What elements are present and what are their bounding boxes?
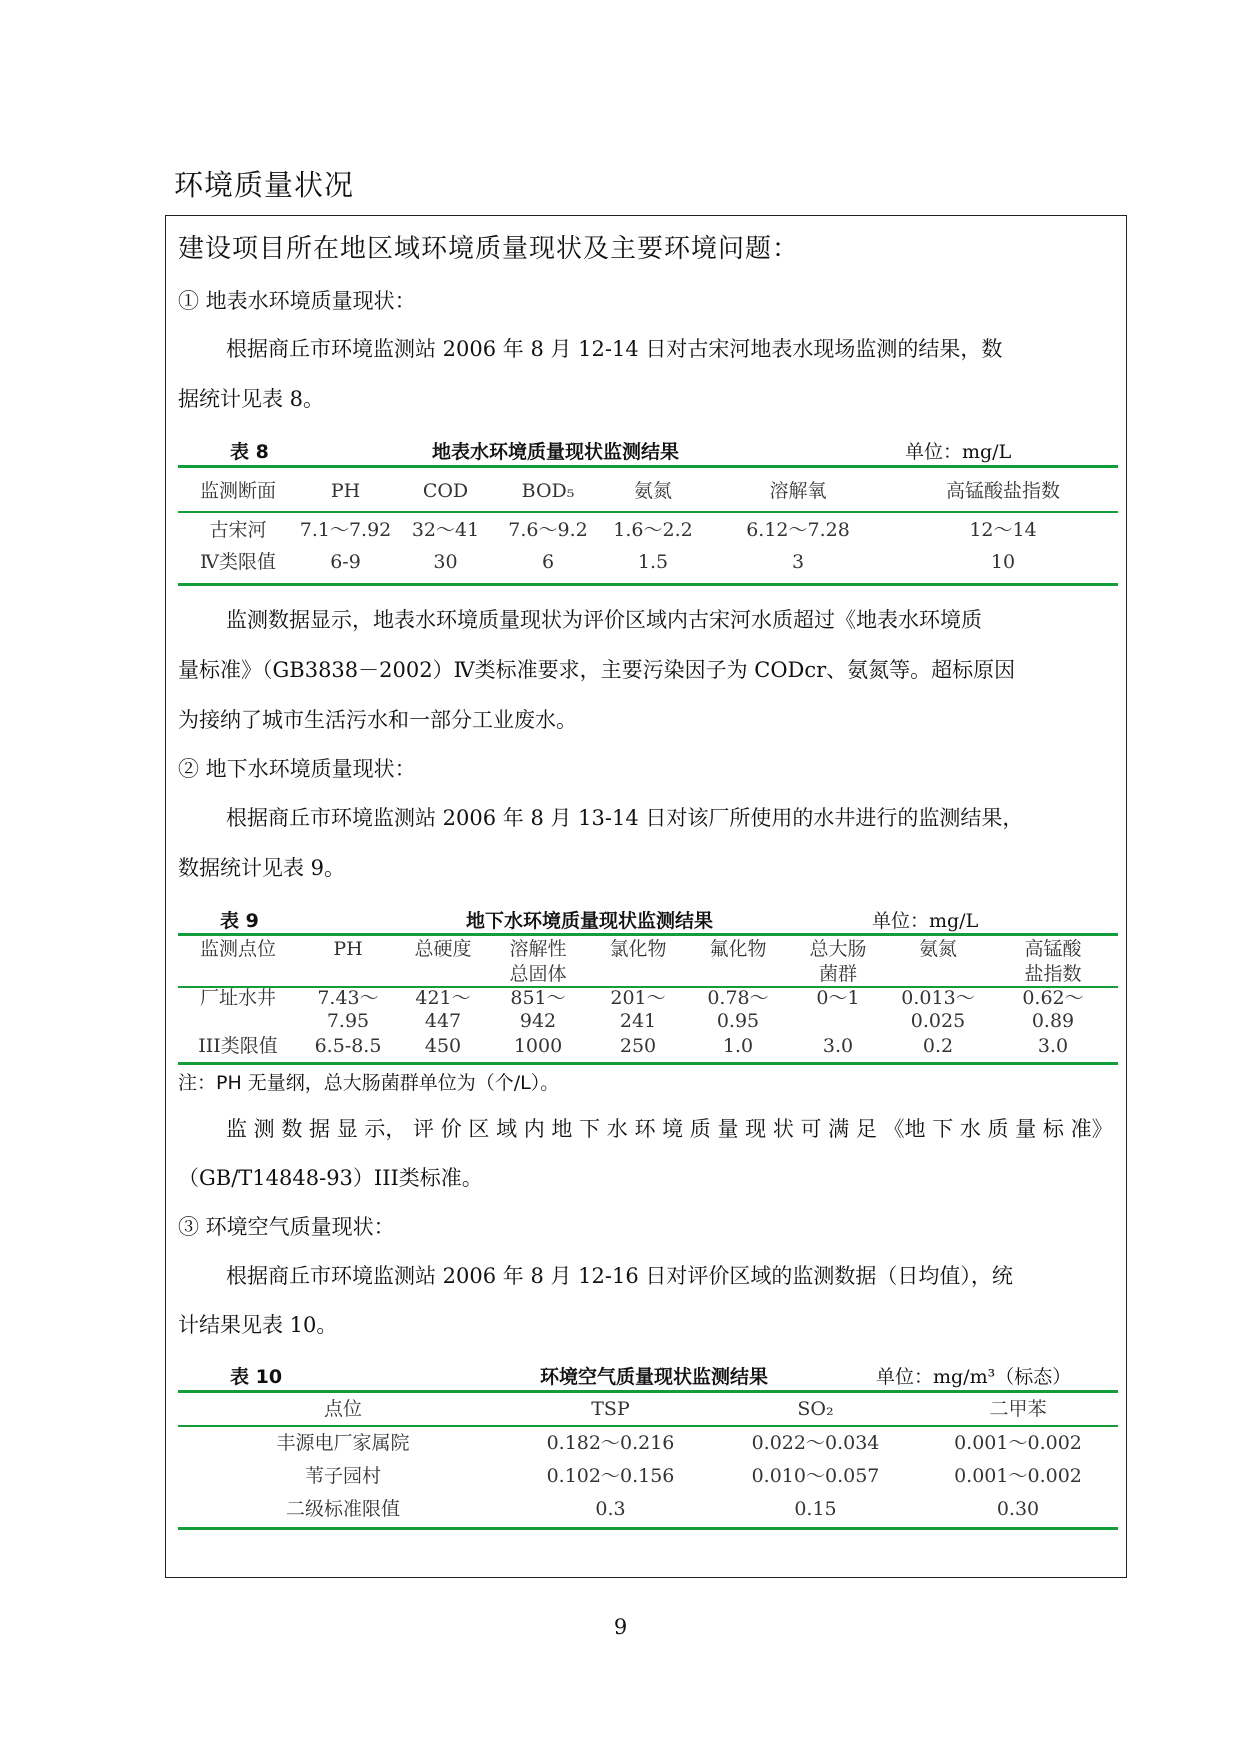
table-row <box>178 1034 1118 1060</box>
table-9-cell-text: 0～1 <box>816 987 860 1009</box>
table-8-cell: 30 <box>433 551 458 573</box>
table-row <box>178 1431 1118 1464</box>
table-9-cell-text: 0.025 <box>910 1010 966 1032</box>
table-8-unit: 单位：mg/L <box>905 441 1012 463</box>
table-8-header-cell: 氨氮 <box>633 480 672 502</box>
table-8-cell: 3 <box>791 551 805 573</box>
table-row <box>178 1497 1118 1530</box>
surface-water-para-line1: 根据商丘市环境监测站 2006 年 8 月 12-14 日对古宋河地表水现场监测的结果，数 <box>226 337 1003 361</box>
table-9-header-text: 溶解性 <box>509 938 567 960</box>
table-10-header-rule <box>178 1425 1118 1427</box>
table-9-title: 地下水环境质量现状监测结果 <box>466 910 714 932</box>
table-9-cell <box>888 1034 988 1060</box>
table-9-cell-text: 201～ <box>610 987 666 1009</box>
surface-result-line3: 为接纳了城市生活污水和一部分工业废水。 <box>178 708 577 732</box>
table-9-cell-text: 3.0 <box>1037 1035 1069 1057</box>
page-heading: 环境质量状况 <box>174 168 355 202</box>
table-9-cell <box>488 987 588 1034</box>
table-8-cell: 10 <box>990 551 1016 573</box>
table-10-cell: 苇子园村 <box>304 1465 381 1487</box>
table-9-cell-text: 7.43～ <box>317 987 379 1009</box>
table-8-header-cell: 溶解氧 <box>769 480 827 502</box>
table-9-label: 表 9 <box>220 910 259 932</box>
table-10-grid <box>178 1397 1118 1427</box>
table-8-body <box>178 518 1118 582</box>
table-8-cell: 32～41 <box>411 519 480 541</box>
table-9-cell-text: 6.5-8.5 <box>314 1035 382 1057</box>
table-8-grid <box>178 479 1118 513</box>
table-8-cell: 7.1～7.92 <box>299 519 392 541</box>
table-9-cell-text: 0.95 <box>716 1010 760 1032</box>
table-9-cell-text: 0.2 <box>922 1035 954 1057</box>
table-9-cell-text: 0.78～ <box>707 987 769 1009</box>
section-title: 建设项目所在地区域环境质量现状及主要环境问题： <box>178 234 800 264</box>
table-9-cell <box>398 987 488 1034</box>
air-para-line1: 根据商丘市环境监测站 2006 年 8 月 12-16 日对评价区域的监测数据（日均值），统 <box>226 1264 1013 1288</box>
table-row <box>178 937 1118 988</box>
table-9-cell-text: 250 <box>619 1035 657 1057</box>
table-9-header-text: 氟化物 <box>709 938 767 960</box>
table-10-header-cell: TSP <box>591 1398 630 1420</box>
table-9-header-cell <box>588 937 688 988</box>
table-9-header-text: 氨氮 <box>918 938 957 960</box>
table-9-cell <box>298 987 398 1034</box>
table-9-header-cell <box>298 937 398 988</box>
table-9-cell <box>298 1034 398 1060</box>
table-10-body <box>178 1431 1118 1530</box>
table-9-cell-text: III类限值 <box>198 1035 278 1057</box>
groundwater-heading: ② 地下水环境质量现状： <box>178 757 416 781</box>
surface-result-line2: 量标准》（GB3838－2002）Ⅳ类标准要求，主要污染因子为 CODcr、氨氮等。超标原因 <box>178 658 1016 682</box>
table-9-cell <box>588 1034 688 1060</box>
table-9-cell-text: 241 <box>619 1010 657 1032</box>
table-8-cell: 1.5 <box>637 551 669 573</box>
table-9-header-text: 总固体 <box>509 963 567 985</box>
table-9-header-text: 氯化物 <box>609 938 667 960</box>
table-9-header-text: 总大肠 <box>809 938 867 960</box>
table-8-header-cell: 监测断面 <box>199 480 276 502</box>
table-row <box>178 1464 1118 1497</box>
table-10-label: 表 10 <box>230 1366 283 1388</box>
air-heading: ③ 环境空气质量现状： <box>178 1215 395 1239</box>
table-9-header-cell <box>988 937 1118 988</box>
table-10-top-rule <box>178 1390 1118 1393</box>
table-10-cell: 0.001～0.002 <box>954 1432 1082 1454</box>
table-9-cell-text: 1.0 <box>722 1035 754 1057</box>
table-9-cell-text: 0.62～ <box>1022 987 1084 1009</box>
table-9-cell-text: 421～ <box>415 987 471 1009</box>
table-10-cell: 0.001～0.002 <box>954 1465 1082 1487</box>
table-8-cell: 6.12～7.28 <box>746 519 850 541</box>
table-9-cell <box>788 987 888 1034</box>
surface-water-para-line2: 据统计见表 8。 <box>178 387 325 411</box>
table-10-header-cell: 二甲苯 <box>989 1398 1047 1420</box>
table-8-bottom-rule <box>178 583 1118 586</box>
table-8-header-cell: COD <box>422 480 469 502</box>
table-9-cell <box>178 987 298 1034</box>
table-9-cell-text: 7.95 <box>326 1010 370 1032</box>
surface-water-heading: ① 地表水环境质量现状： <box>178 289 416 313</box>
table-10-cell: 0.30 <box>996 1498 1040 1520</box>
table-8-cell: Ⅳ类限值 <box>200 551 276 573</box>
table-8-title: 地表水环境质量现状监测结果 <box>432 441 680 463</box>
table-row <box>178 518 1118 550</box>
table-10-cell: 0.102～0.156 <box>546 1465 675 1487</box>
table-9-header-cell <box>688 937 788 988</box>
table-8-cell: 6 <box>541 551 555 573</box>
table-8-cell: 1.6～2.2 <box>613 519 693 541</box>
table-row <box>178 1397 1118 1427</box>
table-row <box>178 479 1118 513</box>
table-10-cell: 二级标准限值 <box>285 1498 400 1520</box>
table-10-title: 环境空气质量现状监测结果 <box>540 1366 769 1388</box>
table-9-cell-text: 450 <box>424 1035 462 1057</box>
table-8-cell: 12～14 <box>969 519 1037 541</box>
table-9-header-text: PH <box>333 938 363 960</box>
table-9-header-cell <box>178 937 298 988</box>
table-10-unit: 单位：mg/m³（标态） <box>876 1366 1072 1388</box>
table-9-header-cell <box>398 937 488 988</box>
table-8-cell: 古宋河 <box>209 519 267 541</box>
table-10-cell: 0.022～0.034 <box>751 1432 880 1454</box>
table-9-cell <box>888 987 988 1034</box>
table-9-cell <box>688 1034 788 1060</box>
table-10-bottom-rule <box>178 1527 1118 1530</box>
table-8-header-cell: 高锰酸盐指数 <box>945 480 1060 502</box>
table-9-cell <box>988 987 1118 1034</box>
table-9-cell <box>688 987 788 1034</box>
table-10-header-cell: 点位 <box>323 1398 362 1420</box>
table-10-cell: 丰源电厂家属院 <box>276 1432 410 1454</box>
table-9-body <box>178 987 1118 1060</box>
groundwater-para-line1: 根据商丘市环境监测站 2006 年 8 月 13-14 日对该厂所使用的水井进行的监测结果， <box>226 806 1024 830</box>
table-10-cell: 0.010～0.057 <box>751 1465 880 1487</box>
table-8-header-rule <box>178 511 1118 513</box>
table-8-label: 表 8 <box>230 441 269 463</box>
table-9-cell-text: 厂址水井 <box>199 987 276 1009</box>
table-row <box>178 550 1118 582</box>
table-8-header-cell: BOD₅ <box>521 480 575 502</box>
table-10-cell: 0.15 <box>794 1498 837 1520</box>
table-9-header-cell <box>488 937 588 988</box>
table-9-cell-text: 3.0 <box>822 1035 854 1057</box>
table-8-header-cell: PH <box>330 480 361 502</box>
surface-result-line1: 监测数据显示，地表水环境质量现状为评价区域内古宋河水质超过《地表水环境质 <box>226 608 982 632</box>
groundwater-result-line1: 监 测 数 据 显 示， 评 价 区 域 内 地 下 水 环 境 质 量 现 状 可 满 足 《地 下 水 质 量 标 准》 <box>226 1117 1113 1141</box>
table-9-cell-text: 447 <box>424 1010 462 1032</box>
table-9-unit: 单位：mg/L <box>872 910 979 932</box>
table-9-grid <box>178 937 1118 988</box>
table-9-note: 注：PH 无量纲，总大肠菌群单位为（个/L）。 <box>178 1072 560 1094</box>
table-9-cell-text: 851～ <box>510 987 566 1009</box>
table-9-cell <box>398 1034 488 1060</box>
table-9-cell <box>988 1034 1118 1060</box>
table-9-bottom-rule <box>178 1062 1118 1065</box>
groundwater-result-line2: （GB/T14848-93）III类标准。 <box>178 1166 483 1190</box>
table-9-cell-text: 942 <box>519 1010 557 1032</box>
table-9-cell <box>788 1034 888 1060</box>
page-number: 9 <box>613 1615 628 1639</box>
table-9-header-cell <box>788 937 888 988</box>
table-9-header-text: 高锰酸 <box>1024 938 1082 960</box>
table-9-header-text: 总硬度 <box>414 938 472 960</box>
table-row <box>178 987 1118 1034</box>
table-8-cell: 6-9 <box>330 551 361 573</box>
table-9-header-text: 盐指数 <box>1024 963 1082 985</box>
air-para-line2: 计结果见表 10。 <box>178 1313 338 1337</box>
table-9-cell-text: 0.89 <box>1031 1010 1075 1032</box>
groundwater-para-line2: 数据统计见表 9。 <box>178 856 346 880</box>
table-9-header-text: 监测点位 <box>199 938 276 960</box>
table-9-cell <box>488 1034 588 1060</box>
table-10-cell: 0.182～0.216 <box>546 1432 675 1454</box>
table-9-cell <box>178 1034 298 1060</box>
table-8-top-rule <box>178 465 1118 468</box>
table-10-cell: 0.3 <box>595 1498 626 1520</box>
table-9-cell-text: 1000 <box>513 1035 563 1057</box>
table-8-cell: 7.6～9.2 <box>508 519 588 541</box>
table-10-header-cell: SO₂ <box>797 1398 834 1420</box>
table-9-header-cell <box>888 937 988 988</box>
table-9-top-rule <box>178 933 1118 936</box>
table-9-header-text: 菌群 <box>818 963 857 985</box>
table-9-cell <box>588 987 688 1034</box>
table-9-cell-text: 0.013～ <box>901 987 975 1009</box>
